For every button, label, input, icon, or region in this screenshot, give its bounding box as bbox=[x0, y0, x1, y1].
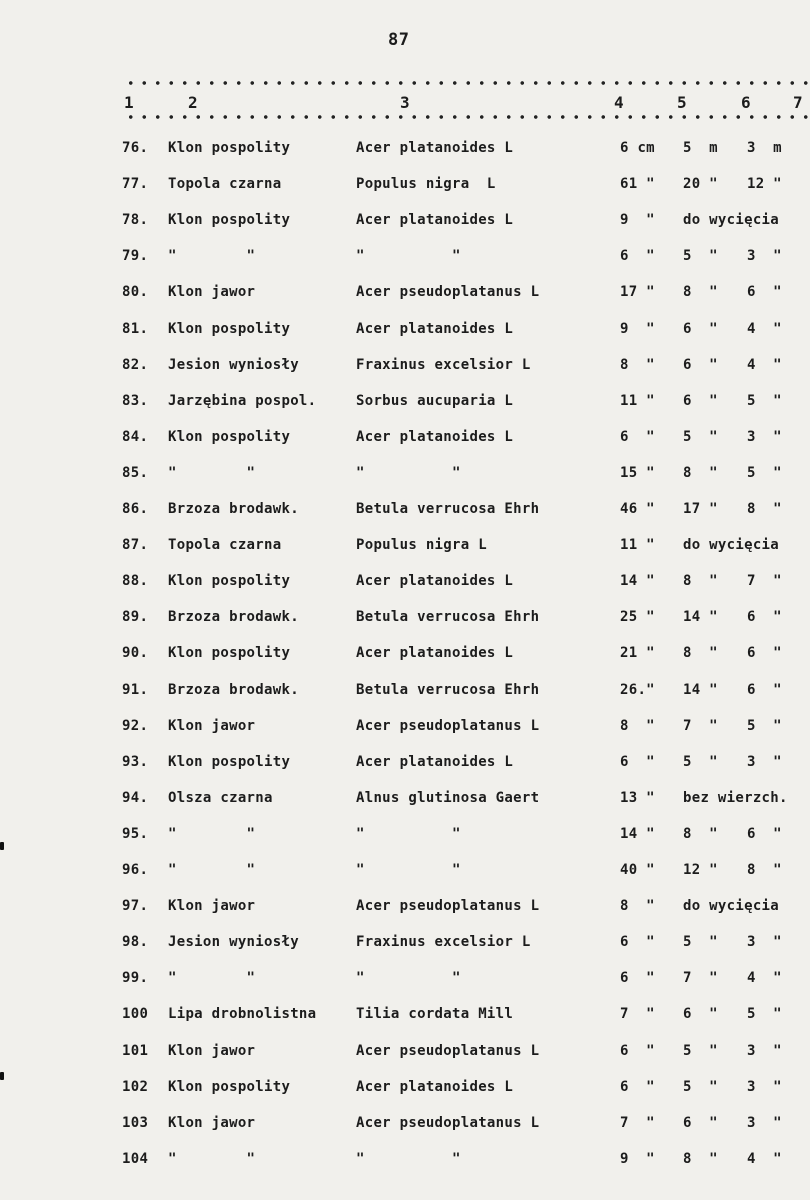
column-4-value: 61 " bbox=[620, 176, 655, 193]
table-row bbox=[0, 790, 810, 814]
column-4-value: 46 " bbox=[620, 501, 655, 517]
column-6-value: 4 " bbox=[747, 320, 782, 337]
latin-name: Alnus glutinosa Gaert bbox=[356, 789, 540, 806]
polish-name: Klon pospolity bbox=[168, 753, 291, 770]
row-number: 84. bbox=[122, 428, 149, 445]
column-5-value: 5 " bbox=[683, 1042, 718, 1059]
column-4-value: 11 " bbox=[620, 537, 655, 554]
remark: do wycięcia bbox=[683, 212, 780, 229]
column-5-value: 5 m bbox=[683, 140, 718, 156]
table-row bbox=[0, 609, 810, 633]
column-4-value: 21 " bbox=[620, 645, 655, 662]
column-4-value: 7 " bbox=[620, 1006, 655, 1023]
column-5-value: 8 " bbox=[683, 573, 718, 590]
column-6-value: 6 " bbox=[747, 609, 782, 626]
column-header-4: 4 bbox=[614, 93, 624, 112]
row-number: 77. bbox=[122, 176, 149, 193]
polish-name: Klon jawor bbox=[168, 717, 256, 734]
column-5-value: 5 " bbox=[683, 248, 718, 265]
margin-mark bbox=[0, 842, 4, 850]
latin-name: " " bbox=[356, 248, 461, 265]
latin-name: Acer platanoides L bbox=[356, 645, 514, 662]
table-row bbox=[0, 573, 810, 597]
column-4-value: 14 " bbox=[620, 573, 655, 590]
column-6-value: 4 " bbox=[747, 970, 782, 987]
row-number: 80. bbox=[122, 284, 149, 301]
latin-name: Fraxinus excelsior L bbox=[356, 934, 531, 951]
polish-name: " " bbox=[168, 970, 256, 987]
row-number: 103 bbox=[122, 1114, 149, 1131]
column-6-value: 7 " bbox=[747, 573, 782, 590]
column-6-value: 5 " bbox=[747, 464, 782, 481]
table-row bbox=[0, 898, 810, 922]
row-number: 78. bbox=[122, 212, 149, 229]
latin-name: Tilia cordata Mill bbox=[356, 1006, 514, 1023]
polish-name: " " bbox=[168, 825, 256, 842]
table-row bbox=[0, 934, 810, 958]
table-row bbox=[0, 1043, 810, 1067]
polish-name: Klon pospolity bbox=[168, 140, 291, 156]
column-5-value: 6 " bbox=[683, 1114, 718, 1131]
column-4-value: 6 " bbox=[620, 428, 655, 445]
polish-name: " " bbox=[168, 862, 256, 878]
row-number: 87. bbox=[122, 537, 149, 554]
polish-name: Topola czarna bbox=[168, 537, 282, 554]
latin-name: Acer platanoides L bbox=[356, 1078, 514, 1095]
row-number: 94. bbox=[122, 789, 149, 806]
row-number: 97. bbox=[122, 898, 149, 915]
row-number: 92. bbox=[122, 717, 149, 734]
polish-name: Klon pospolity bbox=[168, 320, 291, 337]
column-6-value: 6 " bbox=[747, 825, 782, 842]
row-number: 88. bbox=[122, 573, 149, 590]
row-number: 90. bbox=[122, 645, 149, 662]
column-6-value: 12 " bbox=[747, 176, 782, 193]
column-6-value: 8 " bbox=[747, 862, 782, 878]
latin-name: " " bbox=[356, 970, 461, 987]
latin-name: Acer platanoides L bbox=[356, 140, 514, 156]
latin-name: Acer platanoides L bbox=[356, 428, 514, 445]
polish-name: Lipa drobnolistna bbox=[168, 1006, 317, 1023]
table-row bbox=[0, 393, 810, 417]
column-4-value: 6 " bbox=[620, 753, 655, 770]
table-row bbox=[0, 1115, 810, 1139]
column-4-value: 13 " bbox=[620, 789, 655, 806]
column-4-value: 15 " bbox=[620, 464, 655, 481]
column-header-7: 7 bbox=[793, 93, 803, 112]
column-4-value: 9 " bbox=[620, 212, 655, 229]
column-6-value: 5 " bbox=[747, 1006, 782, 1023]
polish-name: Klon pospolity bbox=[168, 573, 291, 590]
table-row bbox=[0, 754, 810, 778]
polish-name: Klon jawor bbox=[168, 1042, 256, 1059]
column-5-value: 8 " bbox=[683, 825, 718, 842]
table-row bbox=[0, 862, 810, 886]
row-number: 82. bbox=[122, 356, 149, 373]
latin-name: Acer pseudoplatanus L bbox=[356, 717, 540, 734]
row-number: 99. bbox=[122, 970, 149, 987]
table-row bbox=[0, 970, 810, 994]
latin-name: Acer pseudoplatanus L bbox=[356, 898, 540, 915]
column-header-1: 1 bbox=[124, 93, 134, 112]
column-6-value: 4 " bbox=[747, 356, 782, 373]
column-5-value: 8 " bbox=[683, 1150, 718, 1167]
column-5-value: 6 " bbox=[683, 392, 718, 409]
latin-name: Acer platanoides L bbox=[356, 573, 514, 590]
row-number: 89. bbox=[122, 609, 149, 626]
row-number: 95. bbox=[122, 825, 149, 842]
polish-name: Klon jawor bbox=[168, 284, 256, 301]
table-row bbox=[0, 1006, 810, 1030]
column-5-value: 17 " bbox=[683, 501, 718, 517]
table-row bbox=[0, 357, 810, 381]
column-6-value: 6 " bbox=[747, 284, 782, 301]
polish-name: Klon jawor bbox=[168, 898, 256, 915]
polish-name: Klon pospolity bbox=[168, 1078, 291, 1095]
row-number: 83. bbox=[122, 392, 149, 409]
table-row bbox=[0, 321, 810, 345]
remark: bez wierzch. bbox=[683, 789, 788, 806]
column-5-value: 7 " bbox=[683, 717, 718, 734]
column-5-value: 5 " bbox=[683, 753, 718, 770]
row-number: 101 bbox=[122, 1042, 149, 1059]
column-4-value: 25 " bbox=[620, 609, 655, 626]
table-row bbox=[0, 501, 810, 525]
row-number: 98. bbox=[122, 934, 149, 951]
polish-name: " " bbox=[168, 1150, 256, 1167]
table-row bbox=[0, 140, 810, 164]
column-6-value: 3 " bbox=[747, 1078, 782, 1095]
column-4-value: 9 " bbox=[620, 1150, 655, 1167]
column-5-value: 6 " bbox=[683, 356, 718, 373]
row-number: 102 bbox=[122, 1078, 149, 1095]
column-5-value: 5 " bbox=[683, 1078, 718, 1095]
polish-name: " " bbox=[168, 464, 256, 481]
column-4-value: 40 " bbox=[620, 862, 655, 878]
latin-name: Sorbus aucuparia L bbox=[356, 392, 514, 409]
table-row bbox=[0, 248, 810, 272]
column-6-value: 3 " bbox=[747, 1042, 782, 1059]
polish-name: Klon jawor bbox=[168, 1114, 256, 1131]
column-4-value: 6 " bbox=[620, 248, 655, 265]
latin-name: Acer pseudoplatanus L bbox=[356, 1042, 540, 1059]
polish-name: Klon pospolity bbox=[168, 645, 291, 662]
column-4-value: 8 " bbox=[620, 898, 655, 915]
latin-name: Acer platanoides L bbox=[356, 753, 514, 770]
column-header-5: 5 bbox=[677, 93, 687, 112]
column-4-value: 17 " bbox=[620, 284, 655, 301]
table-row bbox=[0, 465, 810, 489]
column-5-value: 5 " bbox=[683, 934, 718, 951]
table-row bbox=[0, 537, 810, 561]
column-6-value: 5 " bbox=[747, 717, 782, 734]
polish-name: Olsza czarna bbox=[168, 789, 273, 806]
table-row bbox=[0, 212, 810, 236]
table-row bbox=[0, 682, 810, 706]
column-5-value: 8 " bbox=[683, 284, 718, 301]
polish-name: Brzoza brodawk. bbox=[168, 681, 299, 698]
column-6-value: 3 " bbox=[747, 1114, 782, 1131]
latin-name: Acer platanoides L bbox=[356, 320, 514, 337]
row-number: 86. bbox=[122, 501, 149, 517]
latin-name: " " bbox=[356, 464, 461, 481]
column-4-value: 6 " bbox=[620, 934, 655, 951]
latin-name: Betula verrucosa Ehrh bbox=[356, 501, 540, 517]
polish-name: Jarzębina pospol. bbox=[168, 392, 317, 409]
latin-name: Betula verrucosa Ehrh bbox=[356, 681, 540, 698]
table-row bbox=[0, 429, 810, 453]
polish-name: Klon pospolity bbox=[168, 428, 291, 445]
row-number: 96. bbox=[122, 862, 149, 878]
latin-name: " " bbox=[356, 862, 461, 878]
row-number: 93. bbox=[122, 753, 149, 770]
table-row bbox=[0, 645, 810, 669]
column-4-value: 6 " bbox=[620, 1042, 655, 1059]
row-number: 104 bbox=[122, 1150, 149, 1167]
row-number: 85. bbox=[122, 464, 149, 481]
column-6-value: 3 " bbox=[747, 934, 782, 951]
dotted-rule-header bbox=[124, 112, 810, 122]
margin-mark bbox=[0, 1072, 4, 1080]
latin-name: Acer pseudoplatanus L bbox=[356, 1114, 540, 1131]
remark: do wycięcia bbox=[683, 537, 780, 554]
table-row bbox=[0, 718, 810, 742]
column-6-value: 4 " bbox=[747, 1150, 782, 1167]
row-number: 91. bbox=[122, 681, 149, 698]
column-5-value: 8 " bbox=[683, 645, 718, 662]
column-6-value: 3 " bbox=[747, 248, 782, 265]
latin-name: Betula verrucosa Ehrh bbox=[356, 609, 540, 626]
column-5-value: 12 " bbox=[683, 862, 718, 878]
column-4-value: 8 " bbox=[620, 717, 655, 734]
polish-name: Brzoza brodawk. bbox=[168, 501, 299, 517]
column-6-value: 6 " bbox=[747, 645, 782, 662]
column-5-value: 6 " bbox=[683, 320, 718, 337]
column-4-value: 26." bbox=[620, 681, 655, 698]
column-header-2: 2 bbox=[188, 93, 198, 112]
dotted-rule-top bbox=[124, 78, 810, 88]
latin-name: Populus nigra L bbox=[356, 176, 496, 193]
column-6-value: 3 " bbox=[747, 428, 782, 445]
column-4-value: 7 " bbox=[620, 1114, 655, 1131]
page-number: 87 bbox=[388, 30, 410, 50]
table-row bbox=[0, 1079, 810, 1103]
table-row bbox=[0, 826, 810, 850]
polish-name: " " bbox=[168, 248, 256, 265]
polish-name: Klon pospolity bbox=[168, 212, 291, 229]
column-4-value: 9 " bbox=[620, 320, 655, 337]
column-6-value: 3 m bbox=[747, 140, 782, 156]
column-4-value: 6 cm bbox=[620, 140, 655, 156]
column-4-value: 8 " bbox=[620, 356, 655, 373]
row-number: 76. bbox=[122, 140, 149, 156]
column-4-value: 11 " bbox=[620, 392, 655, 409]
polish-name: Brzoza brodawk. bbox=[168, 609, 299, 626]
column-5-value: 14 " bbox=[683, 681, 718, 698]
latin-name: Acer pseudoplatanus L bbox=[356, 284, 540, 301]
row-number: 100 bbox=[122, 1006, 149, 1023]
table-row bbox=[0, 176, 810, 200]
polish-name: Jesion wyniosły bbox=[168, 934, 299, 951]
column-4-value: 6 " bbox=[620, 970, 655, 987]
column-6-value: 6 " bbox=[747, 681, 782, 698]
polish-name: Topola czarna bbox=[168, 176, 282, 193]
column-6-value: 3 " bbox=[747, 753, 782, 770]
column-5-value: 20 " bbox=[683, 176, 718, 193]
latin-name: Fraxinus excelsior L bbox=[356, 356, 531, 373]
column-5-value: 6 " bbox=[683, 1006, 718, 1023]
column-header-3: 3 bbox=[400, 93, 410, 112]
column-5-value: 8 " bbox=[683, 464, 718, 481]
column-5-value: 5 " bbox=[683, 428, 718, 445]
table-row bbox=[0, 1151, 810, 1175]
row-number: 81. bbox=[122, 320, 149, 337]
latin-name: " " bbox=[356, 1150, 461, 1167]
column-5-value: 7 " bbox=[683, 970, 718, 987]
column-4-value: 6 " bbox=[620, 1078, 655, 1095]
remark: do wycięcia bbox=[683, 898, 780, 915]
table-row bbox=[0, 284, 810, 308]
latin-name: " " bbox=[356, 825, 461, 842]
latin-name: Populus nigra L bbox=[356, 537, 487, 554]
column-6-value: 8 " bbox=[747, 501, 782, 517]
polish-name: Jesion wyniosły bbox=[168, 356, 299, 373]
column-header-6: 6 bbox=[741, 93, 751, 112]
row-number: 79. bbox=[122, 248, 149, 265]
column-5-value: 14 " bbox=[683, 609, 718, 626]
latin-name: Acer platanoides L bbox=[356, 212, 514, 229]
column-6-value: 5 " bbox=[747, 392, 782, 409]
column-4-value: 14 " bbox=[620, 825, 655, 842]
